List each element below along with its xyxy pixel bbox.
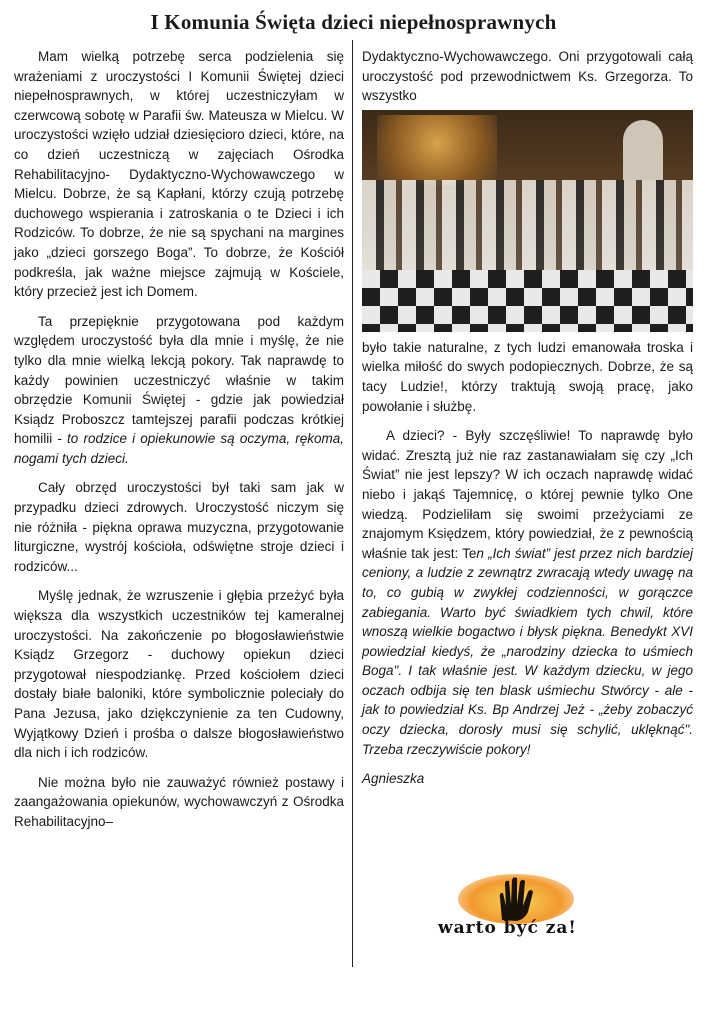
paragraph-4: Myślę jednak, że wzruszenie i głębia przeżyć była większa dla wszystkich uczestników tej kameralnej uroczystości. Na zakończenie po błogosławieństwie Ksiądz Grzegorz - duchowy opiekun dzieci przygotował niespodziankę. Przed kościołem dzieci dostały białe baloniki, które symbolicznie poleciały do Pana Jezusa, jako dziękczynienie za ten Cudowny, Wyjątkowy Dzień i prośba o dalsze błogosławieństwo dla nich i ich rodziców. <box>14 588 344 761</box>
paragraph-6: Dydaktyczno-Wychowawczego. Oni przygotowali całą uroczystość pod przewodnictwem Ks. Grzegorza. To wszystko <box>362 49 693 104</box>
column-divider <box>352 40 353 967</box>
altar-shape <box>377 115 497 185</box>
article-title: I Komunia Święta dzieci niepełnosprawnych <box>150 10 557 34</box>
paragraph-2-quote: to rodzice i opiekunowie są oczyma, rękoma, nogami tych dzieci. <box>14 431 345 466</box>
logo-text: warto być za! <box>438 918 577 938</box>
paragraph-2-text: Ta przepięknie przygotowana pod każdym względem uroczystość była dla mnie i myślę, że nie tylko dla mnie wielką lekcją pokory. Tak naprawdę to każdy powinien uczestniczyć właśnie w takim obrzędzie Komunii Świętej - gdzie jak powiedział Ksiądz Proboszcz tamtejszej parafii podczas krótkiej homilii - <box>14 313 344 447</box>
paragraph-5: Nie można było nie zauważyć również postawy i zaangażowania opiekunów, wychowawczyń z Ośrodka Rehabilitacyjno– <box>14 774 344 829</box>
church-window-shape <box>623 120 663 180</box>
paragraph-2 <box>14 312 344 469</box>
group-of-people-shape <box>362 180 693 270</box>
communion-photo <box>362 110 693 332</box>
paragraph-3: Cały obrzęd uroczystości był taki sam jak w przypadku dzieci zdrowych. Uroczystość niczym się nie różniła - piękna oprawa muzyczna, przygotowanie liturgiczne, wystrój kościoła, odświętne stroje dzieci i rodziców... <box>14 480 344 574</box>
signature: Agnieszka <box>362 771 425 787</box>
paragraph-8 <box>362 426 693 759</box>
hand-icon <box>484 876 548 922</box>
paragraph-8-text: A dzieci? - Były szczęśliwie! To naprawdę było widać. Zresztą już nie raz zastanawiałam się czy „Ich Świat” nie jest lepszy? W ich oczach naprawdę widać niebo i jakąś Tajemnicę, o której pewnie tylko One wiedzą. Podzieliłam się swoimi przeżyciami ze znajomym Księdzem, który powiedział, że z pewnością właśnie tak jest: Te <box>362 428 693 561</box>
paragraph-7: było takie naturalne, z tych ludzi emanowała troska i wielka miłość do swych podopiecznych. Dobrze, że są tacy Ludzie!, którzy traktują swoją pracę, jako powołanie i służbę. <box>362 339 693 414</box>
checkered-floor-shape <box>362 270 693 332</box>
paragraph-1: Mam wielką potrzebę serca podzielenia się wrażeniami z uroczystości I Komunii Świętej dzieci niepełnosprawnych, w której uczestniczyłam w czerwcową sobotę w Parafii św. Mateusza w Mielcu. W uroczystości wzięło udział dziesięcioro dzieci, które, na co dzień uczestniczą w zajęciach Ośrodka Rehabilitacyjno- Dydaktyczno-Wychowawczego w Mielcu. Dobrze, że są Kapłani, którzy czują potrzebę duchowego wspierania i zatroskania o te Dzieci i ich Rodziców. To dobrze, że nie są spychani na margines jako „dzieci gorszego Boga”. To dobrze, że Kościół podkreśla, jak ważne miejsce zajmują w Kościele, który przecież jest ich Domem. <box>14 49 344 300</box>
paragraph-8-quote: n „Ich świat” jest przez nich bardziej ceniony, a ludzie z zewnątrz zwracają wtedy uwagę na to, co gubią w zwykłej codzienności, w gorączce zabiegania. Warto być świadkiem tych chwil, które wnoszą wielkie bogactwo i błysk piękna. Benedykt XVI powiedział kiedyś, że „narodziny dziecka to uśmiech Boga". I tak właśnie jest. W każdym dziecku, w jego oczach odbija się ten blask uśmiechu Stwórcy - ale - jak to powiedział Ks. Bp Andrzej Jeż - „żeby zobaczyć oczy dziecka, dorosły musi się schylić, uklęknąć". Trzeba rzeczywiście pokory! <box>362 545 693 757</box>
warto-byc-za-logo <box>434 872 620 948</box>
left-column <box>14 47 344 842</box>
right-column <box>362 47 693 799</box>
